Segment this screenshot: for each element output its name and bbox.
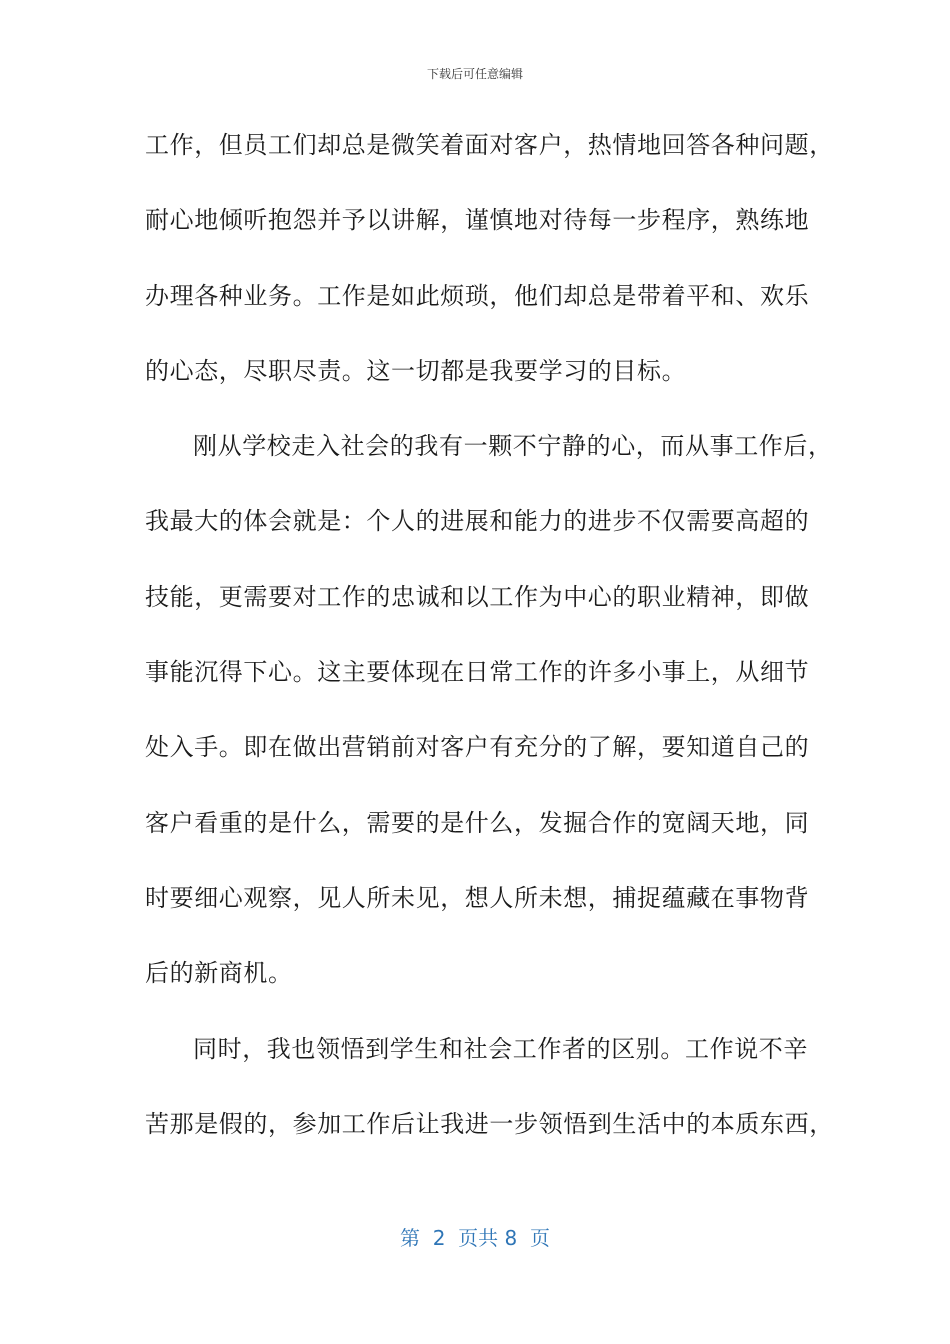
text-line: 办理各种业务。工作是如此烦琐，他们却总是带着平和、欢乐 [145, 281, 810, 310]
text-line: 耐心地倾听抱怨并予以讲解，谨慎地对待每一步程序，熟练地 [145, 206, 810, 235]
text-line: 时要细心观察，见人所未见，想人所未想，捕捉蕴藏在事物背 [145, 883, 810, 912]
text-line: 后的新商机。 [145, 959, 293, 988]
document-body [145, 121, 834, 1175]
paragraph-first-line: 同时，我也领悟到学生和社会工作者的区别。工作说不辛 [193, 1034, 808, 1063]
text-line: 事能沉得下心。这主要体现在日常工作的许多小事上，从细节 [145, 658, 810, 687]
text-line: 苦那是假的，参加工作后让我进一步领悟到生活中的本质东西， [145, 1109, 834, 1138]
paragraph-first-line: 刚从学校走入社会的我有一颗不宁静的心，而从事工作后， [193, 432, 833, 461]
text-line: 的心态，尽职尽责。这一切都是我要学习的目标。 [145, 356, 687, 385]
page-header: 下载后可任意编辑 [426, 67, 523, 81]
text-line: 工作，但员工们却总是微笑着面对客户，热情地回答各种问题， [145, 131, 834, 159]
text-line: 客户看重的是什么，需要的是什么，发掘合作的宽阔天地，同 [145, 808, 810, 837]
text-line: 我最大的体会就是：个人的进展和能力的进步不仅需要高超的 [145, 507, 810, 536]
text-line: 处入手。即在做出营销前对客户有充分的了解，要知道自己的 [145, 733, 810, 762]
text-line: 技能，更需要对工作的忠诚和以工作为中心的职业精神，即做 [145, 582, 810, 611]
page-number-footer: 第 2 页共 8 页 [400, 1226, 550, 1250]
